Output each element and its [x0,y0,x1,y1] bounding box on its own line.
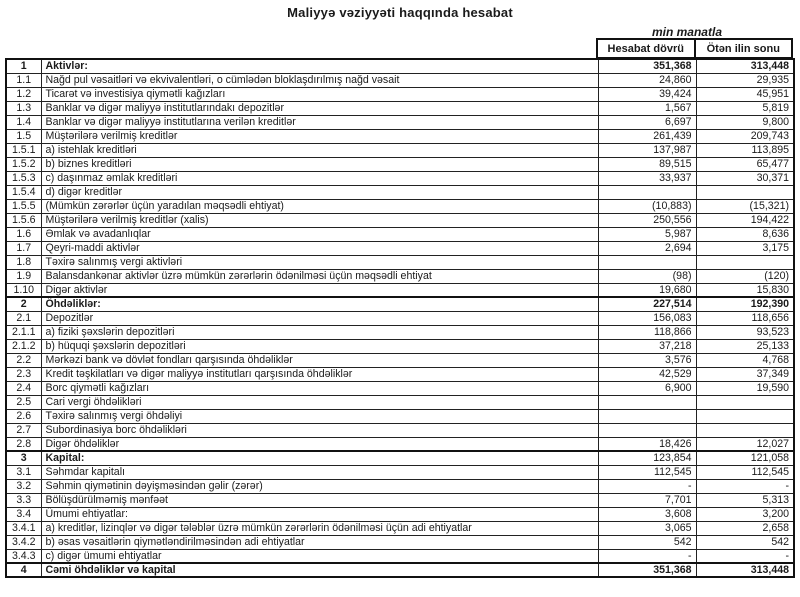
row-label-cell: Ticarət və investisiya qiymətli kağızları [41,87,598,101]
table-row [6,311,794,325]
row-number-cell: 1.1 [6,73,41,87]
value-previous-year-cell: 15,830 [696,283,794,297]
row-label-cell: Səhmdar kapitalı [41,465,598,479]
row-number-cell: 1.10 [6,283,41,297]
column-header-current-period: Hesabat dövrü [598,40,696,57]
value-current-period-cell: 42,529 [598,367,696,381]
row-number-cell: 2.2 [6,353,41,367]
value-previous-year-cell: 30,371 [696,171,794,185]
row-label-cell: Təxirə salınmış vergi öhdəliyi [41,409,598,423]
table-row [6,143,794,157]
table-row [6,493,794,507]
table-row [6,255,794,269]
table-row [6,241,794,255]
row-label-cell: (Mümkün zərərlər üçün yaradılan məqsədli ehtiyat) [41,199,598,213]
value-current-period-cell: 250,556 [598,213,696,227]
row-number-cell: 1.4 [6,115,41,129]
financial-table-wrap [5,58,795,578]
table-row [6,213,794,227]
value-previous-year-cell [696,409,794,423]
value-current-period-cell: 118,866 [598,325,696,339]
table-row [6,199,794,213]
value-previous-year-cell: - [696,549,794,563]
value-previous-year-cell [696,395,794,409]
row-label-cell: Mərkəzi bank və dövlət fondları qarşısında öhdəliklər [41,353,598,367]
row-label-cell: Subordinasiya borc öhdəlikləri [41,423,598,437]
table-row [6,451,794,465]
row-number-cell: 4 [6,563,41,577]
financial-table-body [6,59,794,577]
row-label-cell: Müştərilərə verilmiş kreditlər (xalis) [41,213,598,227]
row-label-cell: a) fiziki şəxslərin depozitləri [41,325,598,339]
value-current-period-cell: 39,424 [598,87,696,101]
row-label-cell: Müştərilərə verilmiş kreditlər [41,129,598,143]
value-current-period-cell: 1,567 [598,101,696,115]
row-number-cell: 3.3 [6,493,41,507]
row-number-cell: 1.5.3 [6,171,41,185]
table-row [6,227,794,241]
value-previous-year-cell: - [696,479,794,493]
column-header-previous-year-end: Ötən ilin sonu [706,42,780,55]
value-current-period-cell: 24,860 [598,73,696,87]
table-row [6,325,794,339]
value-current-period-cell: 19,680 [598,283,696,297]
value-previous-year-cell [696,255,794,269]
row-label-cell: Əmlak və avadanlıqlar [41,227,598,241]
row-number-cell: 2 [6,297,41,311]
table-row [6,563,794,577]
row-number-cell: 1 [6,59,41,73]
row-label-cell: Digər aktivlər [41,283,598,297]
row-number-cell: 3.4 [6,507,41,521]
row-number-cell: 3.4.3 [6,549,41,563]
value-previous-year-cell: 5,313 [696,493,794,507]
row-number-cell: 3.1 [6,465,41,479]
row-number-cell: 1.2 [6,87,41,101]
row-number-cell: 2.3 [6,367,41,381]
value-previous-year-cell: 192,390 [696,297,794,311]
value-current-period-cell: (10,883) [598,199,696,213]
row-number-cell: 1.6 [6,227,41,241]
table-row [6,129,794,143]
row-number-cell: 3.4.2 [6,535,41,549]
unit-note: min manatla [651,25,722,39]
value-current-period-cell: 227,514 [598,297,696,311]
row-number-cell: 2.1 [6,311,41,325]
value-previous-year-cell: 112,545 [696,465,794,479]
value-previous-year-cell: 9,800 [696,115,794,129]
value-previous-year-cell: 113,895 [696,143,794,157]
value-current-period-cell: - [598,549,696,563]
table-row [6,479,794,493]
value-previous-year-cell: (120) [696,269,794,283]
value-current-period-cell [598,395,696,409]
table-row [6,339,794,353]
value-current-period-cell: 5,987 [598,227,696,241]
financial-position-table [5,58,795,578]
table-row [6,381,794,395]
value-current-period-cell: (98) [598,269,696,283]
row-number-cell: 3.2 [6,479,41,493]
row-number-cell: 2.4 [6,381,41,395]
table-row [6,297,794,311]
value-current-period-cell [598,255,696,269]
table-row [6,269,794,283]
table-row [6,409,794,423]
row-label-cell: Balansdankənar aktivlər üzrə mümkün zərərlərin ödənilməsi üçün məqsədli ehtiyat [41,269,598,283]
row-number-cell: 3 [6,451,41,465]
row-label-cell: Təxirə salınmış vergi aktivləri [41,255,598,269]
row-number-cell: 2.7 [6,423,41,437]
value-current-period-cell: 156,083 [598,311,696,325]
row-number-cell: 3.4.1 [6,521,41,535]
value-current-period-cell: 6,900 [598,381,696,395]
value-previous-year-cell: 29,935 [696,73,794,87]
row-number-cell: 1.9 [6,269,41,283]
value-previous-year-cell: 5,819 [696,101,794,115]
table-row [6,549,794,563]
table-row [6,73,794,87]
value-previous-year-cell: 37,349 [696,367,794,381]
value-current-period-cell: 6,697 [598,115,696,129]
table-row [6,535,794,549]
row-label-cell: d) digər kreditlər [41,185,598,199]
value-current-period-cell [598,409,696,423]
row-label-cell: b) hüquqi şəxslərin depozitləri [41,339,598,353]
value-previous-year-cell: 12,027 [696,437,794,451]
table-row [6,521,794,535]
value-current-period-cell: 33,937 [598,171,696,185]
row-label-cell: Aktivlər: [41,59,598,73]
value-current-period-cell: 3,576 [598,353,696,367]
value-previous-year-cell: 93,523 [696,325,794,339]
row-label-cell: Kapital: [41,451,598,465]
table-row [6,171,794,185]
value-current-period-cell: 89,515 [598,157,696,171]
value-previous-year-cell: 3,200 [696,507,794,521]
column-header-box [596,38,793,59]
value-current-period-cell: 351,368 [598,59,696,73]
row-label-cell: Depozitlər [41,311,598,325]
row-label-cell: Kredit təşkilatları və digər maliyyə institutları qarşısında öhdəliklər [41,367,598,381]
row-number-cell: 1.5 [6,129,41,143]
table-row [6,437,794,451]
row-label-cell: b) biznes kreditləri [41,157,598,171]
value-previous-year-cell: 313,448 [696,563,794,577]
table-row [6,395,794,409]
table-row [6,465,794,479]
value-previous-year-cell: 194,422 [696,213,794,227]
value-previous-year-cell: (15,321) [696,199,794,213]
row-label-cell: Bölüşdürülməmiş mənfəət [41,493,598,507]
row-label-cell: Nağd pul vəsaitləri və ekvivalentləri, o cümlədən bloklaşdırılmış nağd vəsait [41,73,598,87]
row-label-cell: a) istehlak kreditləri [41,143,598,157]
row-label-cell: b) əsas vəsaitlərin qiymətləndirilməsindən adi ehtiyatlar [41,535,598,549]
value-previous-year-cell: 2,658 [696,521,794,535]
table-row [6,101,794,115]
value-previous-year-cell: 4,768 [696,353,794,367]
row-number-cell: 1.5.2 [6,157,41,171]
table-row [6,507,794,521]
value-current-period-cell [598,185,696,199]
table-row [6,423,794,437]
value-previous-year-cell: 45,951 [696,87,794,101]
value-current-period-cell: 137,987 [598,143,696,157]
value-previous-year-cell: 542 [696,535,794,549]
table-row [6,59,794,73]
value-previous-year-cell [696,185,794,199]
value-current-period-cell [598,423,696,437]
value-previous-year-cell: 19,590 [696,381,794,395]
value-current-period-cell: 18,426 [598,437,696,451]
value-previous-year-cell: 8,636 [696,227,794,241]
value-current-period-cell: 261,439 [598,129,696,143]
table-row [6,115,794,129]
row-label-cell: Cari vergi öhdəlikləri [41,395,598,409]
value-previous-year-cell [696,423,794,437]
value-current-period-cell: 3,608 [598,507,696,521]
value-current-period-cell: 3,065 [598,521,696,535]
row-label-cell: Banklar və digər maliyyə institutlarına verilən kreditlər [41,115,598,129]
row-number-cell: 2.5 [6,395,41,409]
value-current-period-cell: 351,368 [598,563,696,577]
row-label-cell: Borc qiymətli kağızları [41,381,598,395]
table-row [6,367,794,381]
row-label-cell: Banklar və digər maliyyə institutlarındakı depozitlər [41,101,598,115]
row-label-cell: Qeyri-maddi aktivlər [41,241,598,255]
row-label-cell: c) daşınmaz əmlak kreditləri [41,171,598,185]
value-previous-year-cell: 25,133 [696,339,794,353]
value-previous-year-cell: 65,477 [696,157,794,171]
value-current-period-cell: 542 [598,535,696,549]
row-number-cell: 1.5.6 [6,213,41,227]
row-number-cell: 1.5.5 [6,199,41,213]
row-label-cell: Ümumi ehtiyatlar: [41,507,598,521]
row-number-cell: 2.1.1 [6,325,41,339]
value-current-period-cell: 37,218 [598,339,696,353]
row-label-cell: Öhdəliklər: [41,297,598,311]
row-number-cell: 2.8 [6,437,41,451]
row-label-cell: a) kreditlər, lizinqlər və digər tələblər üzrə mümkün zərərlərin ödənilməsi üçün adi ehtiyatlar [41,521,598,535]
row-number-cell: 2.6 [6,409,41,423]
value-previous-year-cell: 121,058 [696,451,794,465]
row-label-cell: Digər öhdəliklər [41,437,598,451]
row-number-cell: 1.7 [6,241,41,255]
value-current-period-cell: 112,545 [598,465,696,479]
table-row [6,283,794,297]
value-current-period-cell: 7,701 [598,493,696,507]
row-label-cell: Cəmi öhdəliklər və kapital [41,563,598,577]
value-previous-year-cell: 3,175 [696,241,794,255]
table-row [6,353,794,367]
page-title: Maliyyə vəziyyəti haqqında hesabat [287,5,513,20]
value-current-period-cell: 2,694 [598,241,696,255]
table-row [6,185,794,199]
row-number-cell: 1.5.4 [6,185,41,199]
table-row [6,87,794,101]
row-number-cell: 1.3 [6,101,41,115]
row-number-cell: 1.5.1 [6,143,41,157]
row-number-cell: 2.1.2 [6,339,41,353]
row-label-cell: Səhmin qiymətinin dəyişməsindən gəlir (zərər) [41,479,598,493]
value-previous-year-cell: 118,656 [696,311,794,325]
row-label-cell: c) digər ümumi ehtiyatlar [41,549,598,563]
table-row [6,157,794,171]
row-number-cell: 1.8 [6,255,41,269]
value-previous-year-cell: 209,743 [696,129,794,143]
value-previous-year-cell: 313,448 [696,59,794,73]
value-current-period-cell: 123,854 [598,451,696,465]
value-current-period-cell: - [598,479,696,493]
